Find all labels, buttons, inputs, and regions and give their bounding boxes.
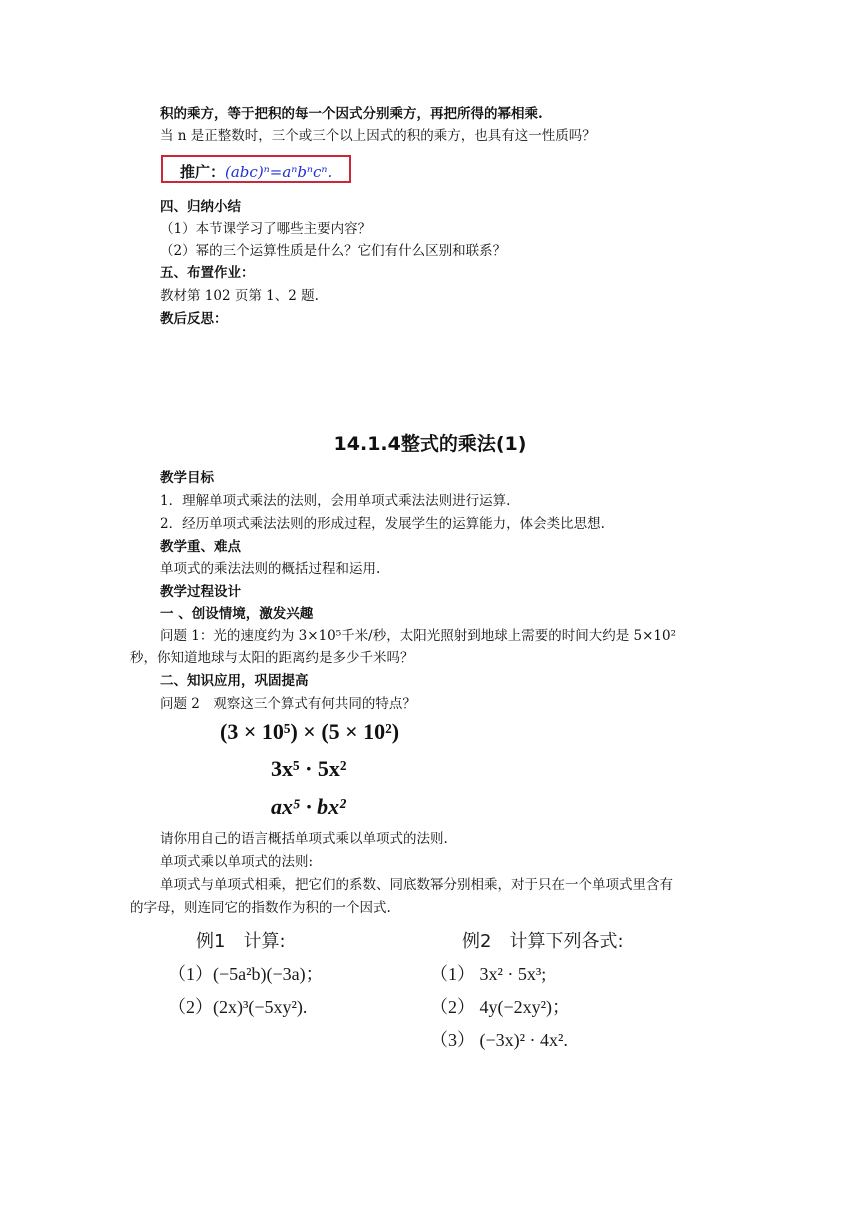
process-heading: 教学过程设计 bbox=[160, 584, 241, 600]
expression-3: ax⁵ · bx² bbox=[271, 794, 346, 819]
example-2-item-2: （2） 4y(−2xy²)； bbox=[430, 997, 571, 1017]
homework-text: 教材第 102 页第 1、2 题. bbox=[160, 288, 319, 304]
example-2-heading: 例2 计算下列各式: bbox=[462, 931, 624, 952]
reflection-label: 教后反思： bbox=[160, 311, 228, 327]
generalization-box bbox=[161, 155, 351, 183]
question-text: 当 n 是正整数时，三个或三个以上因式的积的乘方，也具有这一性质吗？ bbox=[160, 128, 596, 144]
rule-heading: 单项式乘以单项式的法则: bbox=[160, 854, 314, 870]
goals-heading: 教学目标 bbox=[160, 470, 214, 486]
question-1-line-2: 秒，你知道地球与太阳的距离约是多少千米吗？ bbox=[130, 650, 414, 666]
question-1-line-1: 问题 1：光的速度约为 3×10⁵千米/秒，太阳光照射到地球上需要的时间大约是 5×10² bbox=[160, 628, 676, 644]
generalize-formula: (abc)ⁿ=aⁿbⁿcⁿ. bbox=[225, 163, 333, 181]
question-2: 问题 2 观察这三个算式有何共同的特点？ bbox=[160, 696, 416, 712]
key-points-heading: 教学重、难点 bbox=[160, 539, 241, 555]
expression-1: (3 × 10⁵) × (5 × 10²) bbox=[220, 719, 400, 744]
goal-2: 2．经历单项式乘法法则的形成过程，发展学生的运算能力，体会类比思想. bbox=[160, 516, 605, 532]
example-2-item-3: （3） (−3x)² · 4x². bbox=[430, 1030, 568, 1050]
step-1-heading: 一 、创设情境，激发兴趣 bbox=[160, 606, 314, 622]
step-2-heading: 二、知识应用，巩固提高 bbox=[160, 673, 309, 689]
generalize-label: 推广： bbox=[180, 163, 226, 181]
example-1-item-2: （2）(2x)³(−5xy²). bbox=[168, 997, 308, 1017]
section-5-heading: 五、布置作业： bbox=[160, 265, 255, 281]
example-1-heading: 例1 计算: bbox=[196, 931, 286, 952]
key-points-text: 单项式的乘法法则的概括过程和运用. bbox=[160, 561, 381, 577]
expression-2: 3x⁵ · 5x² bbox=[271, 756, 347, 781]
summary-item-2: （2）幂的三个运算性质是什么？它们有什么区别和联系？ bbox=[160, 243, 507, 259]
lesson-title: 14.1.4整式的乘法(1) bbox=[333, 433, 527, 455]
rule-statement: 积的乘方，等于把积的每一个因式分别乘方，再把所得的幂相乘. bbox=[160, 106, 543, 122]
rule-line-2: 的字母，则连同它的指数作为积的一个因式. bbox=[130, 900, 391, 916]
rule-line-1: 单项式与单项式相乘，把它们的系数、同底数幂分别相乘，对于只在一个单项式里含有 bbox=[160, 877, 673, 893]
goal-1: 1．理解单项式乘法的法则，会用单项式乘法法则进行运算. bbox=[160, 493, 511, 509]
section-4-heading: 四、归纳小结 bbox=[160, 199, 241, 215]
example-2-item-1: （1） 3x² · 5x³; bbox=[430, 964, 547, 984]
example-1-item-1: （1）(−5a²b)(−3a)； bbox=[168, 964, 324, 984]
ask-text: 请你用自己的语言概括单项式乘以单项式的法则. bbox=[160, 831, 448, 847]
summary-item-1: （1）本节课学习了哪些主要内容？ bbox=[160, 221, 372, 237]
